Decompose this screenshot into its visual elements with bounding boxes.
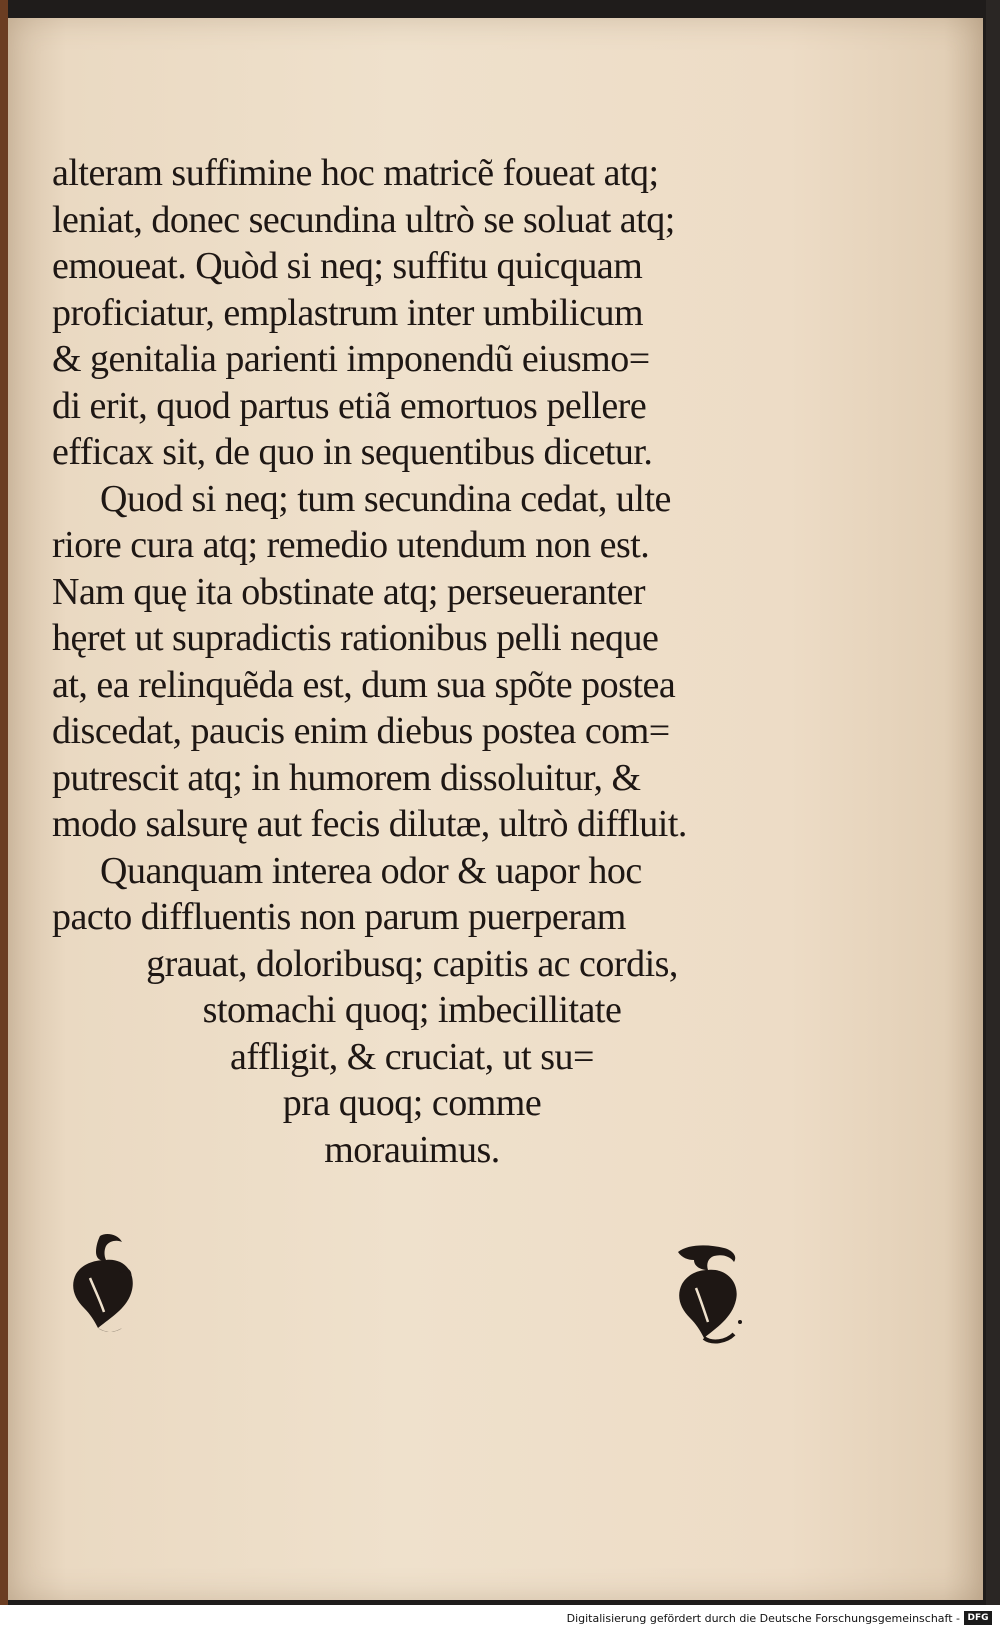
text-line: & genitalia parienti imponendũ eiusmo= — [52, 338, 650, 380]
page-text — [52, 150, 772, 1173]
text-line: Nam quę ita obstinate atq; perseueranter — [52, 570, 646, 613]
scan-right-margin — [986, 0, 1000, 1605]
book-edge — [0, 0, 8, 1605]
text-line: hęret ut supradictis rationibus pelli neque — [52, 617, 659, 659]
text-line: riore cura atq; remedio utendum non est. — [52, 524, 650, 566]
dfg-logo: DFG — [964, 1611, 992, 1625]
text-line: at, ea relinquẽda est, dum sua spõte postea — [52, 663, 676, 706]
ivy-leaf-ornament-left-icon — [60, 1228, 140, 1338]
text-line: pacto diffluentis non parum puerperam — [52, 896, 626, 938]
text-line: affligit, & cruciat, ut su= — [230, 1035, 594, 1078]
text-line: emoueat. Quòd si neq; suffitu quicquam — [52, 245, 643, 287]
text-line: putrescit atq; in humorem dissoluitur, & — [52, 756, 641, 799]
text-line: stomachi quoq; imbecillitate — [202, 989, 622, 1031]
text-line: modo salsurę aut fecis dilutæ, ultrò diffluit. — [52, 803, 687, 845]
text-line: discedat, paucis enim diebus postea com= — [52, 710, 670, 752]
text-line: Quod si neq; tum secundina cedat, ulte — [100, 477, 671, 520]
digitization-credit: Digitalisierung gefördert durch die Deutsche Forschungsgemeinschaft - — [566, 1612, 960, 1625]
text-line: pra quoq; comme — [282, 1082, 542, 1124]
text-line: leniat, donec secundina ultrò se soluat atq; — [52, 198, 675, 241]
text-line: alteram suffimine hoc matricẽ foueat atq; — [52, 152, 659, 194]
text-line: efficax sit, de quo in sequentibus dicetur. — [52, 431, 653, 473]
ivy-leaf-ornament-right-icon — [668, 1238, 748, 1348]
text-line: morauimus. — [324, 1128, 500, 1171]
text-line: di erit, quod partus etiã emortuos pellere — [52, 384, 647, 427]
text-line: proficiatur, emplastrum inter umbilicum — [52, 291, 644, 334]
text-line: grauat, doloribusq; capitis ac cordis, — [146, 942, 678, 985]
text-line: Quanquam interea odor & uapor hoc — [100, 849, 642, 892]
